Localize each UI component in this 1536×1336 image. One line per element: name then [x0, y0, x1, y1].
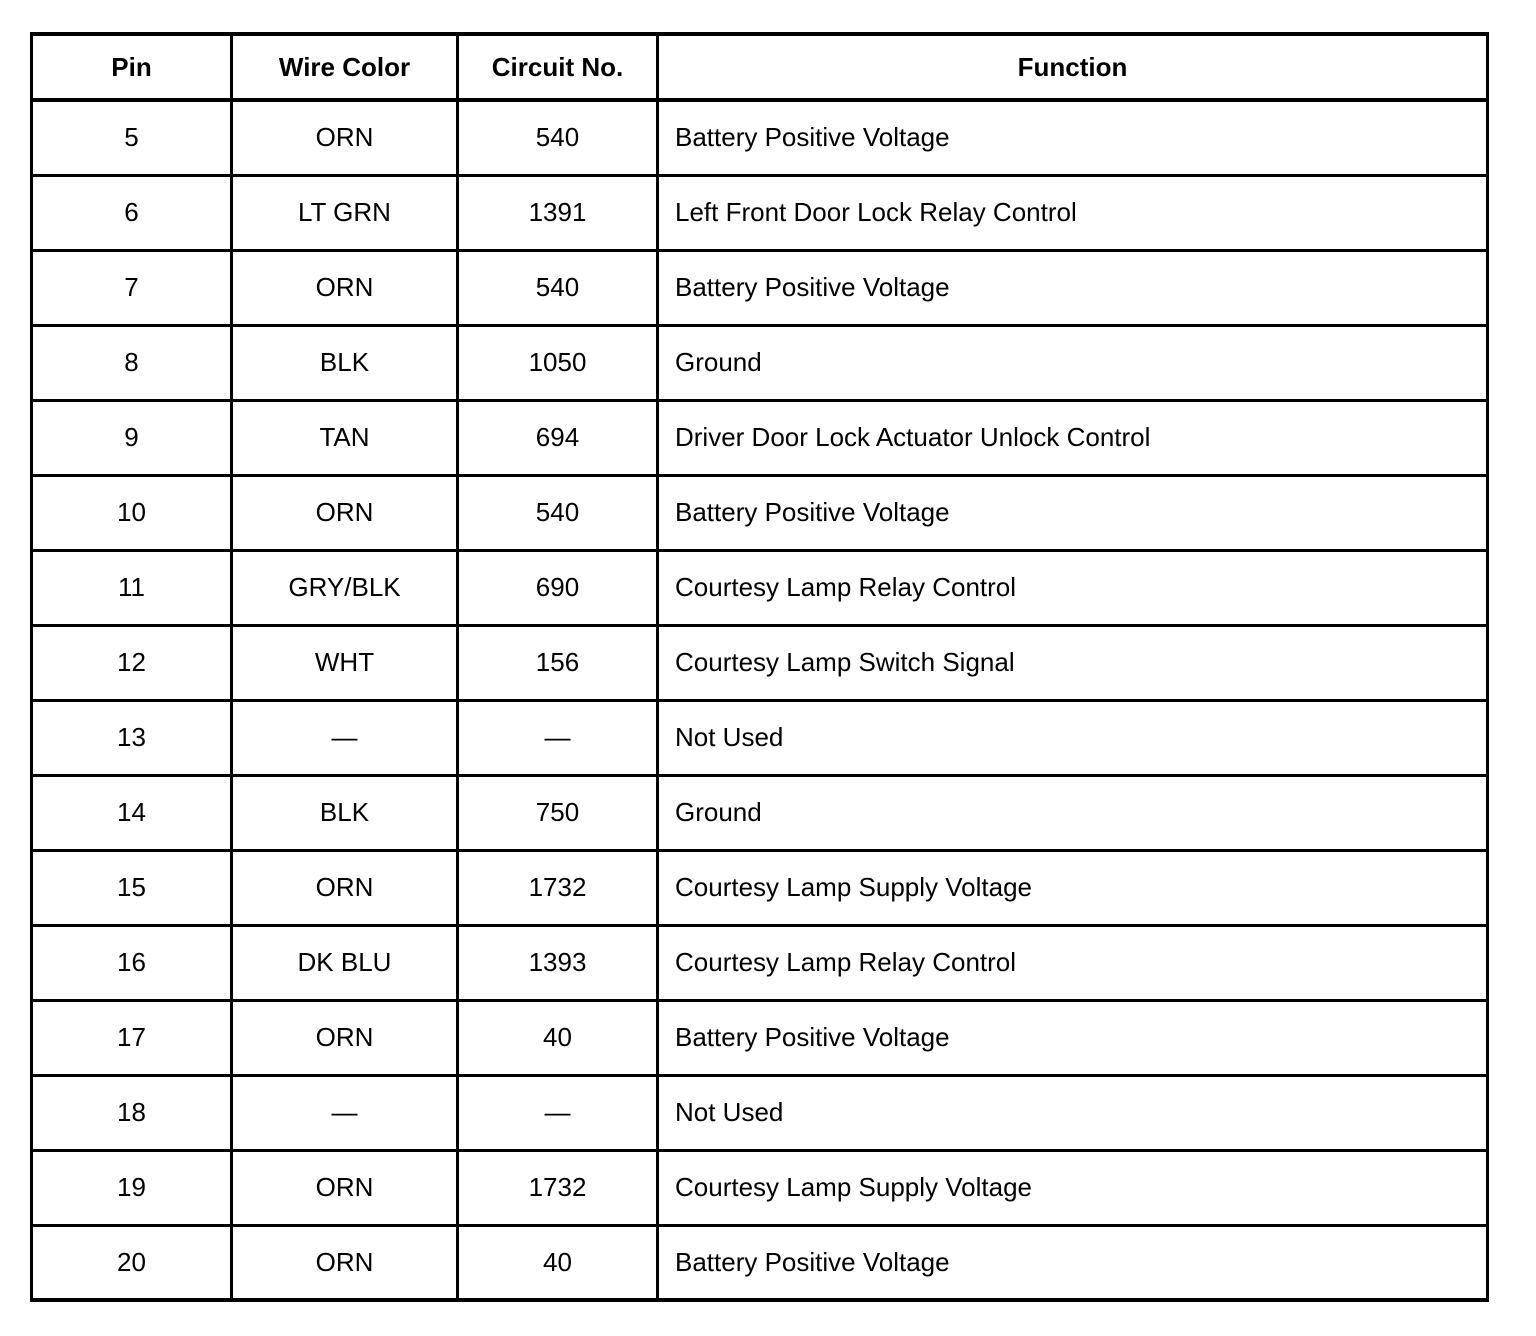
- function-cell: Battery Positive Voltage: [658, 100, 1488, 175]
- function-cell: Not Used: [658, 700, 1488, 775]
- wire-color-cell: ORN: [232, 1000, 458, 1075]
- pin-cell: 16: [32, 925, 232, 1000]
- function-cell: Battery Positive Voltage: [658, 475, 1488, 550]
- wire-color-cell: ORN: [232, 475, 458, 550]
- function-cell: Courtesy Lamp Relay Control: [658, 925, 1488, 1000]
- table-row: [32, 850, 1488, 925]
- wire-color-cell: ORN: [232, 850, 458, 925]
- table-row: [32, 325, 1488, 400]
- table-row: [32, 775, 1488, 850]
- function-cell: Courtesy Lamp Relay Control: [658, 550, 1488, 625]
- circuit-no-cell: 1732: [458, 1150, 658, 1225]
- circuit-no-cell: 156: [458, 625, 658, 700]
- wire-color-cell: LT GRN: [232, 175, 458, 250]
- circuit-no-cell: 40: [458, 1000, 658, 1075]
- pin-cell: 12: [32, 625, 232, 700]
- table-row: [32, 1150, 1488, 1225]
- pin-cell: 20: [32, 1225, 232, 1300]
- pin-cell: 18: [32, 1075, 232, 1150]
- pin-cell: 5: [32, 100, 232, 175]
- wire-color-cell: ORN: [232, 1225, 458, 1300]
- circuit-no-cell: 1732: [458, 850, 658, 925]
- circuit-no-cell: 750: [458, 775, 658, 850]
- circuit-no-cell: —: [458, 700, 658, 775]
- table-row: [32, 700, 1488, 775]
- table-row: [32, 925, 1488, 1000]
- wire-color-cell: TAN: [232, 400, 458, 475]
- table-row: [32, 250, 1488, 325]
- wire-color-cell: ORN: [232, 1150, 458, 1225]
- table-header-row: [32, 34, 1488, 100]
- pin-cell: 10: [32, 475, 232, 550]
- function-cell: Battery Positive Voltage: [658, 1225, 1488, 1300]
- header-function: Function: [658, 34, 1488, 100]
- function-cell: Left Front Door Lock Relay Control: [658, 175, 1488, 250]
- circuit-no-cell: 1050: [458, 325, 658, 400]
- circuit-no-cell: 540: [458, 250, 658, 325]
- table-row: [32, 550, 1488, 625]
- pin-cell: 9: [32, 400, 232, 475]
- wire-color-cell: BLK: [232, 325, 458, 400]
- wire-color-cell: ORN: [232, 100, 458, 175]
- pin-cell: 13: [32, 700, 232, 775]
- function-cell: Driver Door Lock Actuator Unlock Control: [658, 400, 1488, 475]
- function-cell: Courtesy Lamp Switch Signal: [658, 625, 1488, 700]
- pin-cell: 19: [32, 1150, 232, 1225]
- circuit-no-cell: 694: [458, 400, 658, 475]
- function-cell: Ground: [658, 775, 1488, 850]
- header-circuit-no: Circuit No.: [458, 34, 658, 100]
- table-row: [32, 175, 1488, 250]
- pin-cell: 8: [32, 325, 232, 400]
- function-cell: Courtesy Lamp Supply Voltage: [658, 850, 1488, 925]
- function-cell: Ground: [658, 325, 1488, 400]
- pin-cell: 7: [32, 250, 232, 325]
- wire-color-cell: DK BLU: [232, 925, 458, 1000]
- table-row: [32, 1075, 1488, 1150]
- function-cell: Battery Positive Voltage: [658, 1000, 1488, 1075]
- connector-pin-table: [30, 32, 1489, 1302]
- pin-cell: 15: [32, 850, 232, 925]
- function-cell: Not Used: [658, 1075, 1488, 1150]
- table-row: [32, 475, 1488, 550]
- pin-cell: 14: [32, 775, 232, 850]
- circuit-no-cell: 1391: [458, 175, 658, 250]
- function-cell: Courtesy Lamp Supply Voltage: [658, 1150, 1488, 1225]
- wire-color-cell: ORN: [232, 250, 458, 325]
- circuit-no-cell: —: [458, 1075, 658, 1150]
- pin-cell: 6: [32, 175, 232, 250]
- table-row: [32, 400, 1488, 475]
- pin-cell: 11: [32, 550, 232, 625]
- circuit-no-cell: 40: [458, 1225, 658, 1300]
- pin-cell: 17: [32, 1000, 232, 1075]
- table-row: [32, 625, 1488, 700]
- header-wire-color: Wire Color: [232, 34, 458, 100]
- function-cell: Battery Positive Voltage: [658, 250, 1488, 325]
- wire-color-cell: BLK: [232, 775, 458, 850]
- header-pin: Pin: [32, 34, 232, 100]
- circuit-no-cell: 540: [458, 475, 658, 550]
- wire-color-cell: —: [232, 700, 458, 775]
- table-row: [32, 1000, 1488, 1075]
- circuit-no-cell: 540: [458, 100, 658, 175]
- table-row: [32, 100, 1488, 175]
- table-row: [32, 1225, 1488, 1300]
- circuit-no-cell: 1393: [458, 925, 658, 1000]
- wire-color-cell: WHT: [232, 625, 458, 700]
- wire-color-cell: GRY/BLK: [232, 550, 458, 625]
- circuit-no-cell: 690: [458, 550, 658, 625]
- wire-color-cell: —: [232, 1075, 458, 1150]
